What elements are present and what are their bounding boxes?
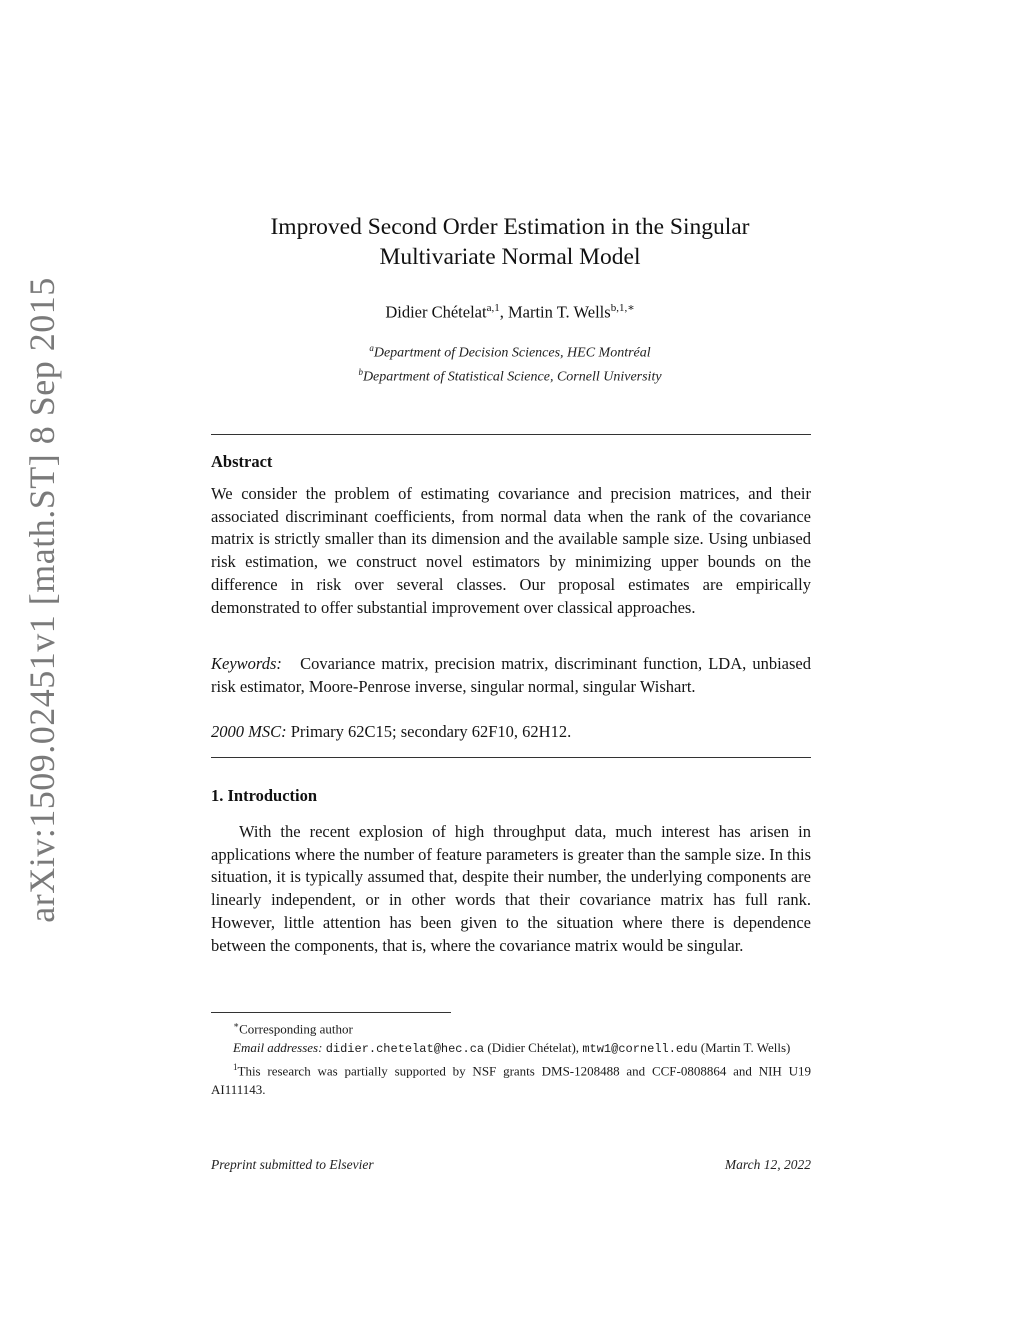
keywords-label: Keywords: (211, 654, 282, 673)
affiliations (150, 339, 870, 386)
footnote-mark: ∗ (233, 1020, 240, 1030)
author-separator: , (499, 302, 508, 322)
title-line-1: Improved Second Order Estimation in the Singular (270, 214, 750, 240)
msc-classification (211, 721, 811, 744)
arxiv-id: arXiv:1509.02451v1 [math.ST] 8 Sep 2015 (22, 277, 62, 923)
author-name: Didier Chételat (385, 302, 487, 322)
paper-title (150, 212, 870, 272)
footnote-funding-text: This research was partially supported by NSF grants DMS-1208488 and CCF-0808864 and NIH U19 AI111143. (211, 1063, 811, 1098)
footnote-emails (211, 1039, 811, 1059)
affiliation-item (150, 339, 870, 363)
author-affiliation-mark: a,1 (486, 302, 500, 314)
abstract-heading: Abstract (211, 452, 273, 471)
abstract-body: We consider the problem of estimating covariance and precision matrices, and their associated discriminant coefficients, from normal data when the rank of the covariance matrix is strictly smaller than its dimension and the available sample size. Using unbiased risk estimation, we construct novel estimators by minimizing upper bounds on the difference in risk over several classes. Our proposal estimates are empirically demonstrated to offer substantial improvement over classical approaches. (211, 484, 811, 617)
affiliation-mark: b (358, 366, 363, 377)
affiliation-item (150, 363, 870, 387)
author-name: Martin T. Wells (507, 302, 611, 322)
keywords-text: Covariance matrix, precision matrix, discriminant function, LDA, unbiased risk estimator, Moore-Penrose inverse, singular normal, singular Wishart. (211, 654, 811, 696)
footnote-corresponding (211, 1016, 811, 1039)
footnote-funding (211, 1058, 811, 1099)
abstract-top-rule (211, 434, 811, 435)
title-line-2: Multivariate Normal Model (379, 244, 641, 270)
introduction-heading: 1. Introduction (211, 786, 318, 805)
email-link[interactable]: didier.chetelat@hec.ca (325, 1041, 485, 1056)
preprint-note: Preprint submitted to Elsevier (211, 1157, 374, 1172)
preprint-date: March 12, 2022 (724, 1157, 811, 1172)
footnote-rule (211, 1012, 451, 1013)
msc-text: Primary 62C15; secondary 62F10, 62H12. (290, 722, 572, 741)
footnote-corresponding-text: Corresponding author (239, 1021, 353, 1037)
msc-label: 2000 MSC: (211, 722, 287, 741)
email-owner: (Didier Chételat), (487, 1039, 580, 1055)
email-link[interactable]: mtw1@cornell.edu (582, 1041, 698, 1056)
email-owner: (Martin T. Wells) (700, 1039, 791, 1055)
footnotes (211, 1016, 811, 1100)
introduction-body: With the recent explosion of high throughput data, much interest has arisen in applications where the number of feature parameters is greater than the sample size. In this situation, it is typically assumed that, despite their number, the underlying components are linearly independent, or in other words that their covariance matrix has full rank. However, little attention has been given to the situation where there is dependence between the components, that is, where the covariance matrix would be singular. (211, 822, 811, 955)
author-list (150, 301, 870, 323)
affiliation-text: Department of Statistical Science, Cornell University (362, 369, 662, 385)
abstract-bottom-rule (211, 757, 811, 758)
author-affiliation-mark: b,1,∗ (610, 302, 635, 314)
email-label: Email addresses: (233, 1039, 323, 1055)
affiliation-text: Department of Decision Sciences, HEC Montréal (373, 345, 651, 361)
footnote-mark: 1 (233, 1062, 238, 1073)
affiliation-mark: a (369, 343, 374, 353)
keywords (211, 653, 811, 698)
